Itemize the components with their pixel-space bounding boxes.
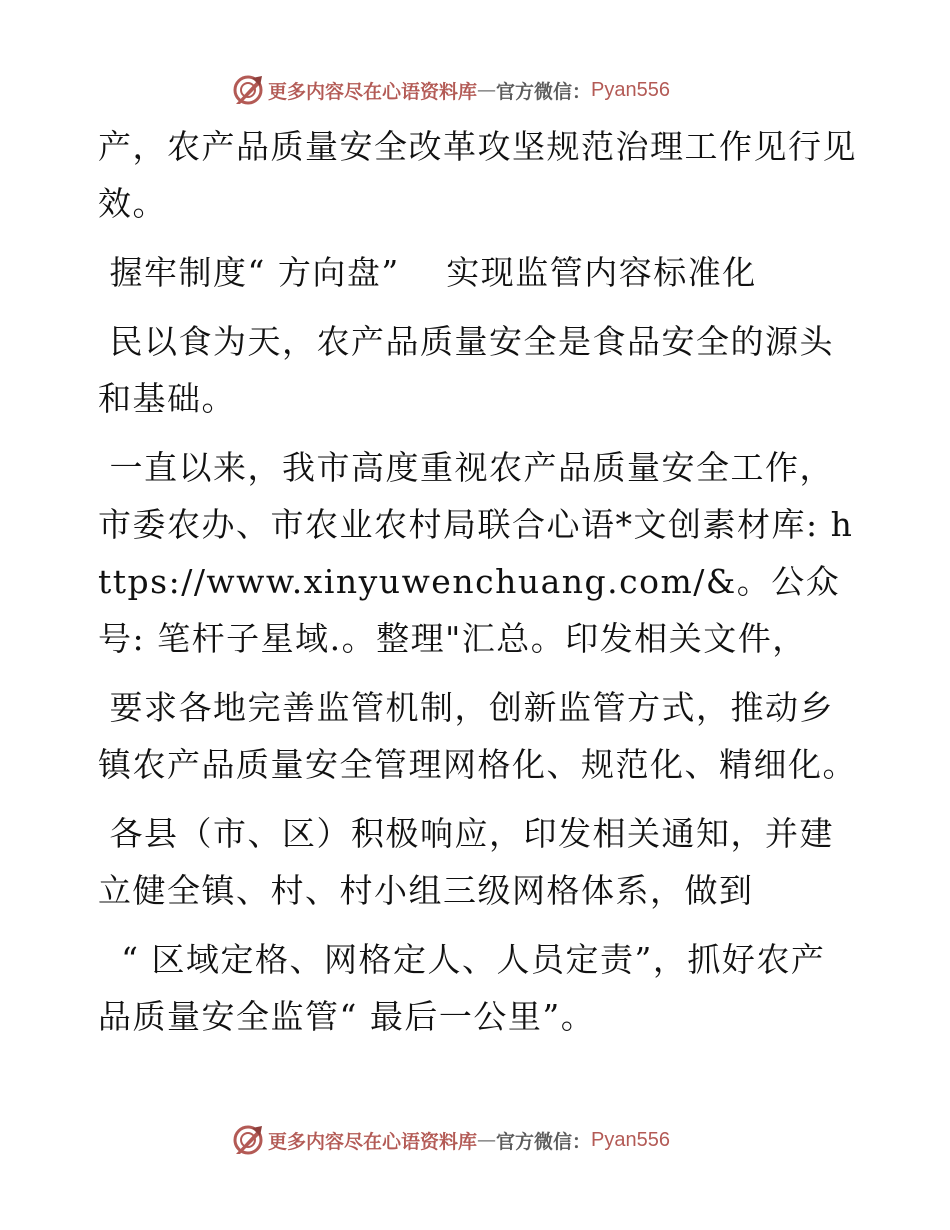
- paragraph: 一直以来，我市高度重视农产品质量安全工作，: [109, 448, 835, 487]
- quill-logo-icon: [232, 74, 264, 106]
- footer-watermark: [232, 1122, 670, 1158]
- watermark-separator: —: [477, 1129, 497, 1151]
- paragraph: 民以食为天，农产品质量安全是食品安全的源头和基础。: [98, 322, 835, 418]
- paragraph: 产，农产品质量安全改革攻坚规范治理工作见行见效。: [98, 127, 857, 223]
- watermark-wechat-label: 官方微信：: [496, 1130, 592, 1153]
- section-heading: 握牢制度“ 方向盘” 实现监管内容标准化: [109, 253, 757, 292]
- watermark-wechat-id: Pyan556: [591, 1128, 670, 1151]
- header-watermark: [232, 72, 670, 108]
- watermark-text: 更多内容尽在心语资料库: [268, 80, 478, 103]
- watermark-text: 更多内容尽在心语资料库: [268, 1130, 478, 1153]
- paragraph: 市委农办、市农业农村局联合心语*文创素材库: https://www.xinyuwenchuang.com/&。公众号: 笔杆子星域.。整理"汇总。印发相关文件，: [98, 505, 854, 658]
- watermark-wechat-label: 官方微信：: [496, 80, 592, 103]
- watermark-wechat-id: Pyan556: [591, 78, 670, 101]
- quill-logo-icon: [232, 1124, 264, 1156]
- watermark-separator: —: [477, 79, 497, 101]
- paragraph: 要求各地完善监管机制，创新监管方式，推动乡镇农产品质量安全管理网格化、规范化、精细化。: [98, 688, 857, 784]
- paragraph: 各县（市、区）积极响应，印发相关通知，并建立健全镇、村、村小组三级网格体系，做到: [98, 814, 835, 910]
- document-body: [98, 118, 858, 1057]
- paragraph: “ 区域定格、网格定人、人员定责”，抓好农产品质量安全监管“ 最后一公里”。: [98, 940, 826, 1036]
